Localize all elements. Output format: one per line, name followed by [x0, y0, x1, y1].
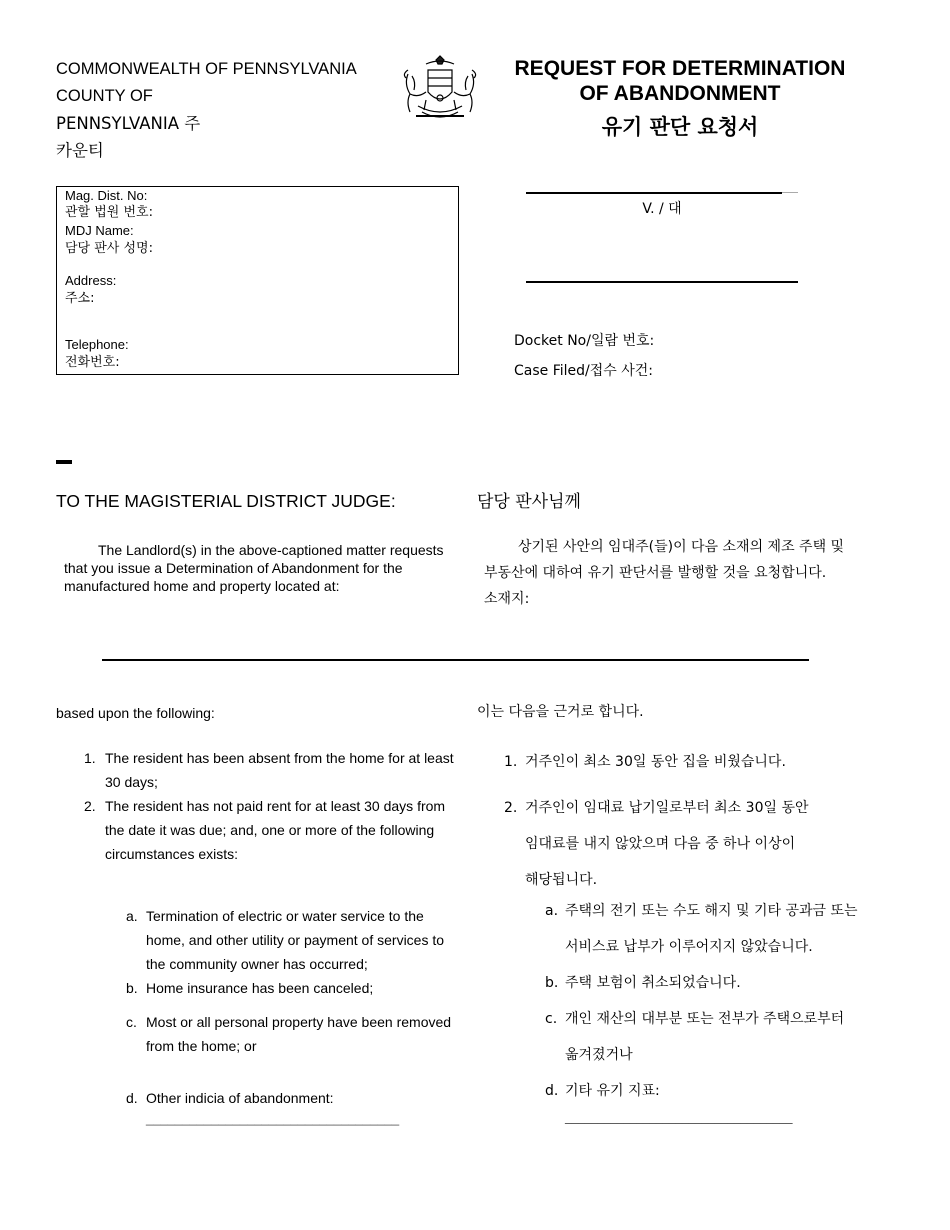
defendant-line [526, 281, 798, 283]
item-en-2-line-2: the date it was due; and, one or more of the following [105, 822, 435, 838]
subitem-en-a-letter: a. [126, 908, 138, 924]
item-ko-1-line-1: 거주인이 최소 30일 동안 집을 비웠습니다. [525, 754, 786, 770]
subitem-ko-c-line-1: 개인 재산의 대부분 또는 전부가 주택으로부터 [565, 1011, 845, 1027]
subitem-en-a-line-1: Termination of electric or water service to the [146, 908, 424, 924]
subitem-ko-c-line-2: 옮겨졌거나 [565, 1047, 633, 1063]
plaintiff-line [526, 192, 782, 194]
document-title [496, 56, 864, 106]
title-en-line-2: OF ABANDONMENT [579, 82, 781, 105]
request-ko-line-2: 부동산에 대하여 유기 판단서를 발행할 것을 요청합니다. [484, 565, 827, 581]
subitem-ko-b-letter: b. [545, 975, 559, 991]
basis-en: based upon the following: [56, 705, 215, 721]
telephone-label: Telephone: [65, 337, 129, 352]
item-en-2 [84, 794, 464, 866]
subitem-ko-a-letter: a. [545, 903, 559, 919]
item-en-2-line-1: The resident has not paid rent for at least 30 days from [105, 798, 446, 814]
property-address-line [102, 659, 809, 661]
case-filed-label: Case Filed/접수 사건: [514, 363, 654, 379]
subitem-ko-a [545, 893, 885, 965]
subitem-ko-d [545, 1073, 885, 1127]
mdj-name-label-ko: 담당 판사 성명: [65, 241, 153, 256]
telephone-label-ko: 전화번호: [65, 355, 120, 370]
header-line-3: PENNSYLVANIA 주 [56, 114, 201, 133]
item-ko-2-number: 2. [504, 800, 518, 816]
item-en-1-line-2: 30 days; [105, 774, 158, 790]
subitem-en-c-line-1: Most or all personal property have been removed [146, 1014, 452, 1030]
header-line-1: COMMONWEALTH OF PENNSYLVANIA [56, 60, 357, 78]
subitem-ko-d-line-1: 기타 유기 지표: [565, 1083, 660, 1099]
subitem-ko-c-letter: c. [545, 1011, 558, 1027]
court-info-box [56, 186, 459, 375]
item-en-2-number: 2. [84, 798, 96, 814]
pennsylvania-coat-of-arms-icon [396, 54, 484, 126]
title-en-line-1: REQUEST FOR DETERMINATION [514, 57, 846, 80]
header-line-2: COUNTY OF [56, 87, 153, 105]
request-ko-line-3: 소재지: [484, 591, 530, 607]
subitem-en-d [126, 1086, 466, 1128]
subitem-ko-c [545, 1001, 885, 1073]
subitem-en-a [126, 904, 466, 976]
addressee-en: TO THE MAGISTERIAL DISTRICT JUDGE: [56, 491, 396, 511]
item-ko-2 [504, 790, 884, 898]
item-ko-1-number: 1. [504, 754, 518, 770]
item-en-1-line-1: The resident has been absent from the home for at least [105, 750, 454, 766]
versus-label: V. / 대 [642, 201, 682, 217]
subitem-ko-b [545, 965, 885, 1001]
item-en-1-number: 1. [84, 750, 96, 766]
item-en-1 [84, 746, 464, 794]
item-ko-2-line-3: 해당됩니다. [525, 872, 598, 888]
subitem-en-a-line-3: the community owner has occurred; [146, 956, 368, 972]
plaintiff-line-tail [782, 192, 798, 193]
subitem-en-c [126, 1010, 466, 1058]
subitem-en-b-letter: b. [126, 980, 138, 996]
subitem-en-c-letter: c. [126, 1014, 137, 1030]
item-ko-2-line-1: 거주인이 임대료 납기일로부터 최소 30일 동안 [525, 800, 809, 816]
items-ko [504, 744, 884, 898]
mdj-name-label: MDJ Name: [65, 223, 134, 238]
subitem-ko-d-letter: d. [545, 1083, 559, 1099]
subitems-en [126, 904, 466, 1128]
address-label-ko: 주소: [65, 291, 95, 306]
addressee-ko: 담당 판사님께 [477, 492, 581, 512]
subitem-ko-b-line-1: 주택 보험이 취소되었습니다. [565, 975, 741, 991]
header-commonwealth [56, 56, 357, 164]
items-en [84, 746, 464, 866]
mag-dist-no-label: Mag. Dist. No: [65, 188, 148, 203]
subitem-ko-a-line-1: 주택의 전기 또는 수도 해지 및 기타 공과금 또는 [565, 903, 858, 919]
request-en: The Landlord(s) in the above-captioned matter requests that you issue a Determination of Abandonment for the manufactured home and property located at: [64, 542, 444, 594]
dash-mark [56, 460, 72, 464]
item-ko-1 [504, 744, 884, 780]
subitem-en-d-letter: d. [126, 1090, 138, 1106]
item-en-2-line-3: circumstances exists: [105, 846, 239, 862]
address-label: Address: [65, 273, 117, 288]
subitems-ko [545, 893, 885, 1127]
request-ko-line-1: 상기된 사안의 임대주(들)이 다음 소재의 제조 주택 및 [518, 539, 845, 555]
subitem-en-a-line-2: home, and other utility or payment of services to [146, 932, 445, 948]
subitem-en-c-line-2: from the home; or [146, 1038, 257, 1054]
item-ko-2-line-2: 임대료를 내지 않았으며 다음 중 하나 이상이 [525, 836, 796, 852]
title-ko: 유기 판단 요청서 [601, 115, 759, 139]
header-line-4: 카운티 [56, 141, 104, 160]
request-ko [484, 534, 844, 612]
subitem-en-b-line-1: Home insurance has been canceled; [146, 980, 374, 996]
subitem-ko-a-line-2: 서비스료 납부가 이루어지지 않았습니다. [565, 939, 813, 955]
basis-ko: 이는 다음을 근거로 합니다. [477, 704, 644, 720]
subitem-ko-d-blank[interactable]: ___________________________________ [565, 1110, 793, 1125]
subitem-en-d-blank[interactable]: ___________________________________ [146, 1111, 400, 1126]
subitem-en-b [126, 976, 466, 1000]
docket-no-label: Docket No/일람 번호: [514, 333, 655, 349]
subitem-en-d-line-1: Other indicia of abandonment: [146, 1090, 334, 1106]
mag-dist-no-label-ko: 관할 법원 번호: [65, 205, 153, 220]
